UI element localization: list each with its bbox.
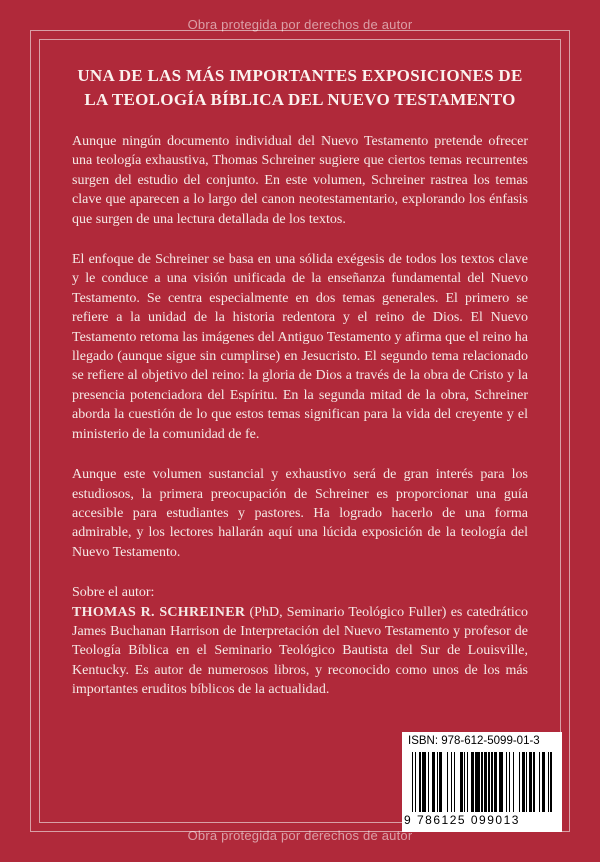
author-intro: Sobre el autor:	[72, 585, 155, 601]
author-name: THOMAS R. SCHREINER	[72, 604, 246, 620]
back-cover-content	[72, 64, 528, 700]
paragraph-approach: El enfoque de Schreiner se basa en una sólida exégesis de todos los textos clave y le conduce a una visión unificada de la enseñanza fundamental del Nuevo Testamento. Se centra especialmente en dos temas generales. El primero se refiere a la unidad de la historia redentora y el reino de Dios. El Nuevo Testamento retoma las imágenes del Antiguo Testamento y afirma que el reino ha llegado (aunque sigue sin cumplirse) en Jesucristo. El segundo tema relacionado se refiere al objetivo del reino: la gloria de Dios a través de la obra de Cristo y la presencia potenciadora del Espíritu. En la segunda mitad de la obra, Schreiner aborda la cuestión de lo que estos temas significan para la vida del creyente y el ministerio de la comunidad de fe.	[72, 252, 528, 442]
watermark-top: Obra protegida por derechos de autor	[187, 17, 413, 32]
cover-heading	[72, 64, 528, 112]
heading-line-1: UNA DE LAS MÁS IMPORTANTES EXPOSICIONES DE	[77, 66, 523, 85]
paragraph-intro: Aunque ningún documento individual del Nuevo Testamento pretende ofrecer una teología exhaustiva, Thomas Schreiner sugiere que ciertos temas recurrentes surgen del estudio del conjunto. En este volumen, Schreiner rastrea los temas clave que aparecen a lo largo del canon neotestamentario, explorando los énfasis que surgen de una lectura detallada de los textos.	[72, 134, 528, 227]
paragraph-audience: Aunque este volumen sustancial y exhaustivo será de gran interés para los estudiosos, la primera preocupación de Schreiner es proporcionar una guía accesible para estudiantes y pastores. Ha logrado hacerlo de una forma admirable, y los lectores hallarán aquí una lúcida exposición de la teología del Nuevo Testamento.	[72, 467, 528, 560]
barcode-box	[402, 732, 562, 832]
barcode-digits: 9 786125 099013	[404, 813, 520, 827]
barcode-bars	[412, 752, 554, 812]
heading-line-2: LA TEOLOGÍA BÍBLICA DEL NUEVO TESTAMENTO	[84, 90, 516, 109]
barcode-bar	[552, 752, 553, 812]
watermark-bottom: Obra protegida por derechos de autor	[187, 828, 413, 843]
isbn-label: ISBN: 978-612-5099-01-3	[408, 735, 540, 747]
author-bio	[72, 603, 528, 700]
author-bio-text: (PhD, Seminario Teológico Fuller) es catedrático James Buchanan Harrison de Interpretación del Nuevo Testamento y profesor de Teología Bíblica en el Seminario Teológico Bautista del Sur de Louisville, Kentucky. Es autor de numerosos libros, y reconocido como unos de los más importantes eruditos bíblicos de la actualidad.	[72, 604, 528, 698]
